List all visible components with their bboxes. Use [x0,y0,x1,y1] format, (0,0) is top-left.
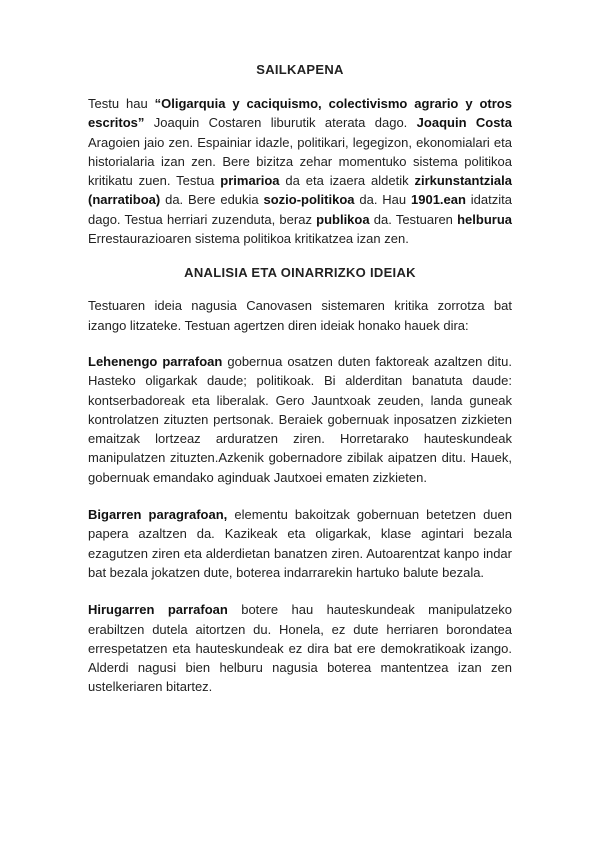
classification-text-3: Aragoien jaio zen. Espainiar idazle, politikari, legegizon, ekonomialari eta historialaria izan zen. Bere bizitza zehar momentuko sistema politikoa kritikatu zuen. Testua [88,134,512,189]
analysis-intro: Testuaren ideia nagusia Canovasen sistemaren kritika zorrotza bat izango litzateke. Testuan agertzen diren ideiak honako hauek dira: [88,298,512,333]
text-type-primary: primarioa [220,173,280,189]
heading-classification: SAILKAPENA [256,62,344,77]
paragraph-third [88,600,512,696]
classification-text-1: Testu hau [88,96,155,111]
document-page [88,62,512,715]
paragraph-first [88,352,512,487]
text-audience: publikoa [316,211,370,227]
classification-text-8: da. Testuaren [369,211,458,227]
heading-analysis: ANALISIA ETA OINARRIZKO IDEIAK [184,265,416,281]
classification-text-9: Errestaurazioaren sistema politikoa kritikatzea izan zen. [88,231,409,247]
text-content-type: sozio-politikoa [263,192,355,208]
classification-text-5: da. Bere edukia [160,192,264,208]
paragraph-second-text: elementu bakoitzak gobernuan betetzen duen papera azaltzen da. Kazikeak eta oligarkak, klase agintari bezala ezagutzen ziren eta alderdietan banatzen ziren. Autoarentzat kanpo indar bat bezala jokatzen dute, boterea indarrarekin hartuko balute bezala. [88,507,512,580]
text-date: 1901.ean [411,192,466,208]
text-purpose-label: helburua [457,211,513,227]
classification-text-7: idatzita dago. Testua herriari zuzenduta, beraz [88,192,512,227]
classification-text-2: Joaquin Costaren liburutik aterata dago. [144,115,417,131]
paragraph-first-lead: Lehenengo parrafoan [88,353,223,369]
author-name: Joaquin Costa [416,115,512,131]
classification-paragraph [88,94,512,248]
book-title: “Oligarquia y caciquismo, colectivismo agrario y otros escritos” [88,96,512,131]
paragraph-third-lead: Hirugarren parrafoan [88,602,228,618]
text-nature: zirkunstantziala (narratiboa) [88,173,512,208]
classification-text-4: da eta izaera aldetik [279,173,415,189]
classification-text-6: da. Hau [354,192,411,208]
paragraph-second-lead: Bigarren paragrafoan, [88,507,228,523]
paragraph-second [88,505,512,582]
paragraph-first-text: gobernua osatzen duten faktoreak azaltzen ditu. Hasteko oligarkak daude; politikoak. Bi alderditan banatuta daude: kontserbadoreak eta liberalak. Gero Jauntxoak zeuden, landa guneak kontrolatzen zituzten pertsonak. Beraiek gobernuak inposatzen zizkieten emaitzak lortzeaz arduratzen ziren. Horretarako hauteskundeak manipulatzen zituzten.Azkenik gobernadore zibilak aipatzen ditu. Hauek, gobernuak emandako aginduak Jautxoei ematen zizkieten. [88,353,512,485]
paragraph-third-text: botere hau hauteskundeak manipulatzeko erabiltzen dutela aitortzen du. Honela, ez dute herriaren borondatea errespetatzen eta hauteskundeak ez dira bat ere demokratikoak izango. Alderdi nagusi bien helburu nagusia boterea mantentzea izan zen ustelkeriaren bitartez. [88,602,512,695]
